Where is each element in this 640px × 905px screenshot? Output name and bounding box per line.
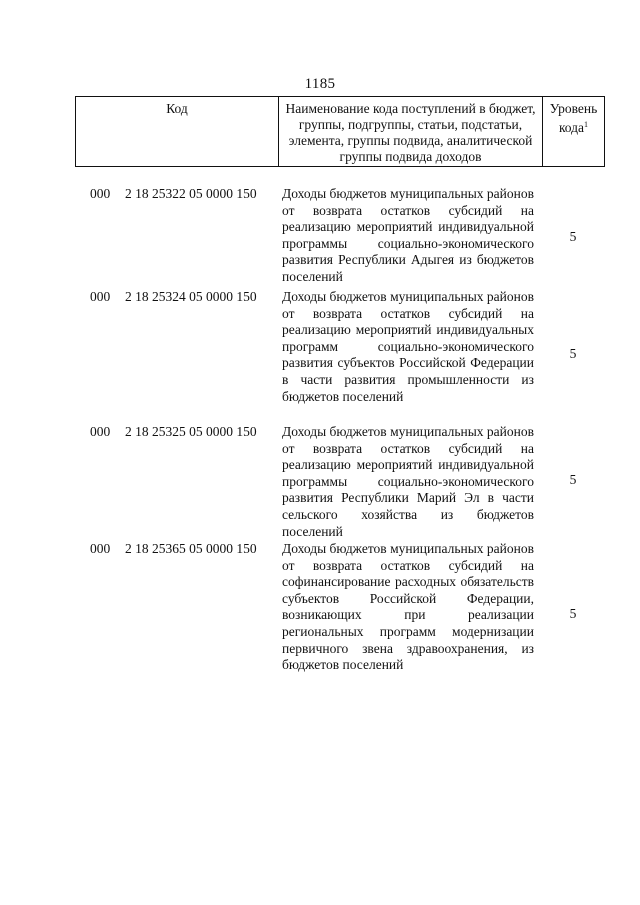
- income-name: Доходы бюджетов муниципальных районов от возврата остатков субсидий на реализацию мероприятий индивидуальной программы социально-экономического развития Республики Адыгея из бюджетов поселений: [282, 186, 534, 284]
- header-level-label: Уровень кода: [549, 101, 598, 135]
- income-code: 2 18 25324 05 0000 150: [125, 289, 257, 304]
- admin-code: 000: [90, 186, 111, 201]
- code-level: 5: [569, 606, 577, 621]
- admin-code: 000: [90, 424, 111, 439]
- admin-code: 000: [90, 541, 111, 556]
- header-level: [543, 97, 604, 166]
- page-number: 1185: [304, 76, 336, 92]
- income-name: Доходы бюджетов муниципальных районов от возврата остатков субсидий на реализацию мероприятий индивидуальной программы социально-экономического развития Республики Марий Эл в части сельского хозяйства из бюджетов поселений: [282, 424, 534, 539]
- income-code: 2 18 25365 05 0000 150: [125, 541, 257, 556]
- income-name: Доходы бюджетов муниципальных районов от возврата остатков субсидий на реализацию мероприятий индивидуальных программ социально-экономического развития субъектов Российской Федерации в части развития промышленности из бюджетов поселений: [282, 289, 534, 404]
- header-name: Наименование кода поступлений в бюджет, группы, подгруппы, статьи, подстатьи, элемента, группы подвида, аналитической группы подвида доходов: [278, 97, 543, 166]
- admin-code: 000: [90, 289, 111, 304]
- code-level: 5: [569, 472, 577, 487]
- header-code: Код: [166, 101, 188, 116]
- code-level: 5: [569, 229, 577, 244]
- header-level-footnote: 1: [584, 120, 589, 129]
- income-code: 2 18 25325 05 0000 150: [125, 424, 257, 439]
- income-code: 2 18 25322 05 0000 150: [125, 186, 257, 201]
- table-header: [75, 96, 605, 167]
- code-level: 5: [569, 346, 577, 361]
- income-name: Доходы бюджетов муниципальных районов от возврата остатков субсидий на софинансирование расходных обязательств субъектов Российской Федерации, возникающих при реализации региональных программ модернизации первичного звена здравоохранения, из бюджетов поселений: [282, 541, 534, 673]
